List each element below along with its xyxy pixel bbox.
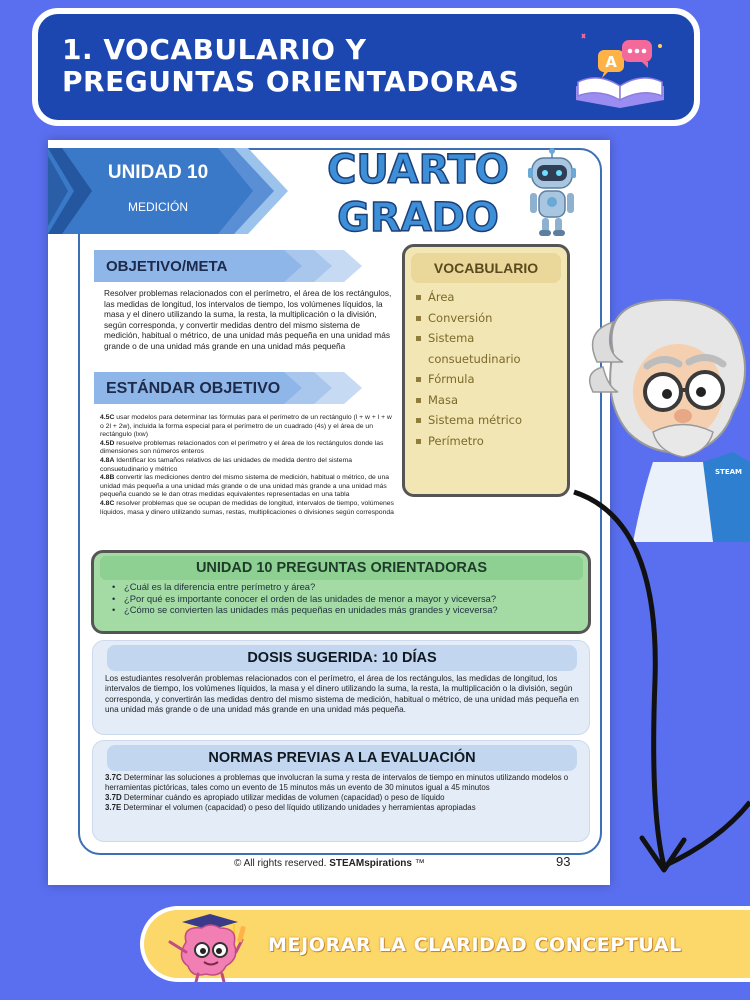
brain-mascot-icon xyxy=(162,912,246,982)
objective-text: Resolver problemas relacionados con el perímetro, el área de los rectángulos, las medidas de longitud, los intervalos de tiempo, los volúmenes líquidos, la masa y el dinero utilizando la suma, la resta, la multiplicación o la división, según corresponda, y convertir medidas dentro del mismo sistema de medición, habitual o métrico, de una unidad más pequeña en una unidad más grande o de una unidad más grande en una unidad más pequeña xyxy=(104,288,392,351)
vocabulary-item: Sistema xyxy=(415,328,565,349)
prior-standards-heading: NORMAS PREVIAS A LA EVALUACIÓN xyxy=(107,745,577,771)
book-chat-icon xyxy=(572,28,668,110)
grade-line1: CUARTO xyxy=(327,147,509,193)
bottom-banner-text: MEJORAR LA CLARIDAD CONCEPTUAL xyxy=(268,934,682,956)
vocabulary-item: Fórmula xyxy=(415,369,565,390)
vocabulary-item: Perímetro xyxy=(415,431,565,452)
vocabulary-list xyxy=(415,287,565,451)
vocabulary-item: Área xyxy=(415,287,565,308)
guiding-question: • ¿Por qué es importante conocer el orden de las unidades de menor a mayor y viceversa? xyxy=(112,593,582,605)
header-title xyxy=(62,34,519,98)
vocabulary-item: Sistema métrico xyxy=(415,410,565,431)
dose-heading: DOSIS SUGERIDA: 10 DÍAS xyxy=(107,645,577,671)
vocabulary-item: consuetudinario xyxy=(428,351,521,366)
guiding-questions-heading: UNIDAD 10 PREGUNTAS ORIENTADORAS xyxy=(100,556,583,580)
standard-item: 4.5D resuelve problemas relacionados con el perímetro y el área de los rectángulos donde las dimensiones son números enteros xyxy=(100,439,384,456)
guiding-questions-box xyxy=(91,550,591,634)
vocabulary-heading: VOCABULARIO xyxy=(411,253,561,283)
standard-list xyxy=(100,414,396,517)
guiding-question: • ¿Cómo se convierten las unidades más pequeñas en unidades más grandes y viceversa? xyxy=(112,604,582,616)
standard-item: 4.8C resolver problemas que se ocupan de medidas de longitud, intervalos de tiempo, volúmenes líquidos, masa y dinero utilizando sumas, restas, multiplicaciones o divisiones según corresponda xyxy=(100,499,394,516)
unit-chevron-banner xyxy=(48,148,298,234)
standard-item: 4.8A Identificar los tamaños relativos de las unidades de medida dentro del sistema consuetudinario y métrico xyxy=(100,456,353,473)
curved-arrow xyxy=(560,480,750,880)
standard-item: 4.5C usar modelos para determinar las fórmulas para el perímetro de un rectángulo (l + w + l + w o 2l + 2w), incluida la forma especial para el perímetro de un cuadrado (4s) y el área de un rectángulo (lxw) xyxy=(100,414,392,439)
prior-standard-item: 3.7D Determinar cuándo es apropiado utilizar medidas de volumen (capacidad) o peso de líquido xyxy=(105,793,445,802)
dose-text: Los estudiantes resolverán problemas relacionados con el perímetro, el área de los rectángulos, las medidas de longitud, los intervalos de tiempo, los volúmenes líquidos, la masa y el dinero utilizando la suma, la resta, la multiplicación o la división, según corresponda, y convertirán las medidas dentro del mismo sistema de medición, habitual o métrico, de una unidad más pequeña en una unidad más grande o de una unidad más grande en una unidad más pequeña. xyxy=(105,674,579,715)
dose-box xyxy=(92,640,590,735)
svg-text:A: A xyxy=(605,53,617,71)
unit-title: UNIDAD 10 xyxy=(107,162,209,183)
vocabulary-item: Conversión xyxy=(415,308,565,329)
prior-standard-item: 3.7E Determinar el volumen (capacidad) o peso del líquido utilizando unidades y herramientas apropiadas xyxy=(105,803,476,812)
svg-text:STEAM: STEAM xyxy=(715,468,742,476)
vocabulary-box xyxy=(402,244,570,497)
grade-title xyxy=(318,146,518,242)
copyright-footer: © All rights reserved. STEAMspirations ™ xyxy=(234,858,425,869)
robot-icon xyxy=(522,146,582,238)
unit-subtitle: MEDICIÓN xyxy=(128,200,188,214)
prior-standards-list xyxy=(105,773,583,813)
header-title-line1: 1. VOCABULARIO Y xyxy=(62,33,367,66)
guiding-question: • ¿Cuál es la diferencia entre perímetro y área? xyxy=(112,581,582,593)
prior-standards-box xyxy=(92,740,590,842)
standard-heading: ESTÁNDAR OBJETIVO xyxy=(106,380,281,397)
header-title-line2: PREGUNTAS ORIENTADORAS xyxy=(62,65,520,98)
worksheet-page xyxy=(48,140,610,885)
objective-heading: OBJETIVO/META xyxy=(106,258,228,275)
vocabulary-item: Masa xyxy=(415,390,565,411)
standard-item: 4.8B convertir las mediciones dentro del mismo sistema de medición, habitual o métrico, de una unidad más pequeña a una unidad más grande o de una unidad más grande a una unidad más pequeña cuando se le dan otras medidas equivalentes representadas en una tabla xyxy=(100,474,390,499)
grade-line2: GRADO xyxy=(337,195,499,241)
header-banner xyxy=(32,8,700,126)
page-number: 93 xyxy=(556,854,571,869)
guiding-questions-list xyxy=(112,581,582,616)
prior-standard-item: 3.7C Determinar las soluciones a problemas que involucran la suma y resta de intervalos de tiempo en minutos utilizando modelos o herramientas pictóricas, tales como un evento de 15 minutos más un evento de 30 minutos igual a 45 minutos xyxy=(105,773,569,792)
